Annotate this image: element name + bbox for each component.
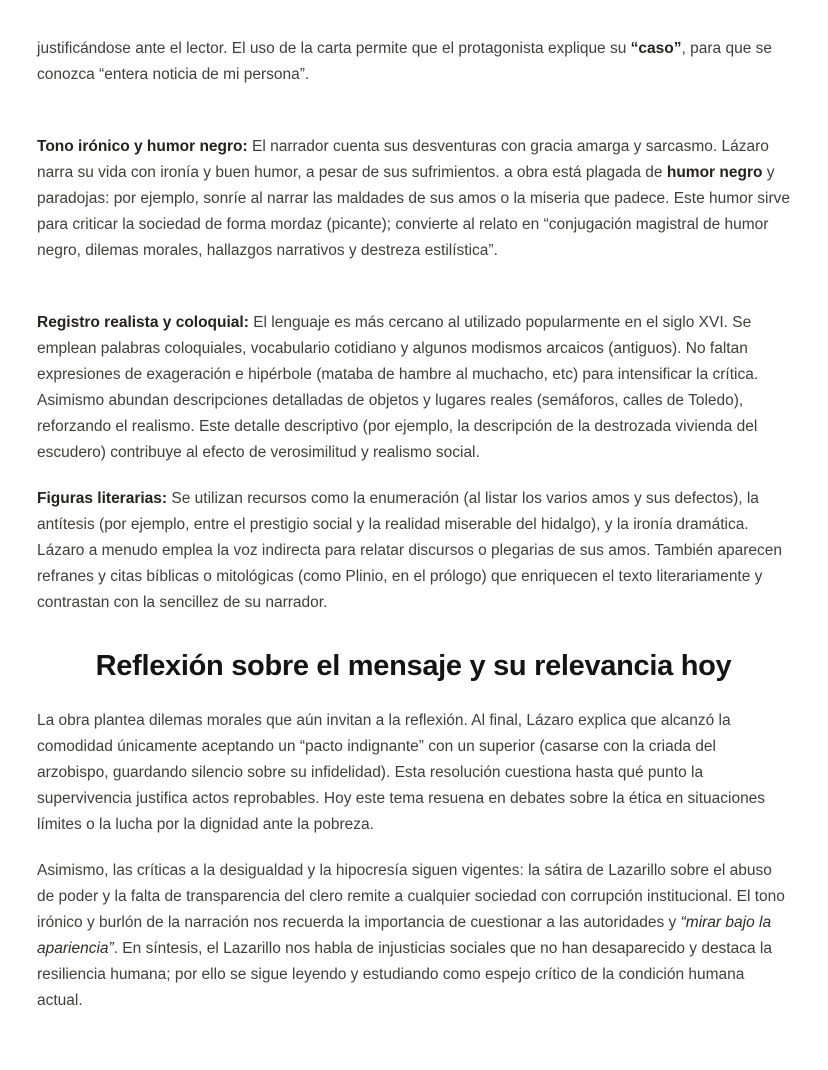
paragraph-figuras-literarias	[37, 486, 790, 616]
paragraph-registro-realista	[37, 310, 790, 466]
text-run: El narrador cuenta sus desventuras con gracia amarga y sarcasmo. Lázaro narra su vida con ironía y buen humor, a pesar de sus sufrimientos. a obra está plagada de	[37, 138, 769, 181]
paragraph-tono-ironico	[37, 134, 790, 264]
text-run: La obra plantea dilemas morales que aún invitan a la reflexión. Al final, Lázaro explica que alcanzó la comodidad únicamente aceptando un “pacto indignante” con un superior (casarse con la criada del arzobispo, guardando silencio sobre su infidelidad). Esta resolución cuestiona hasta qué punto la supervivencia justifica actos reprobables. Hoy este tema resuena en debates sobre la ética en situaciones límites o la lucha por la dignidad ante la pobreza.	[37, 712, 766, 833]
text-run: , para que se conozca “entera noticia de mi persona”.	[37, 40, 772, 83]
text-run: y paradojas: por ejemplo, sonríe al narrar las maldades de sus amos o la miseria que padece. Este humor sirve para criticar la sociedad de forma mordaz (picante); convierte al relato en “conjugación magistral de humor negro, dilemas morales, hallazgos narrativos y destreza estilística”.	[37, 164, 790, 259]
italic-text-run: “mirar bajo la apariencia”	[37, 914, 772, 957]
text-run: justificándose ante el lector. El uso de la carta permite que el protagonista explique su	[37, 40, 631, 57]
paragraph-criticas-vigentes	[37, 858, 790, 1014]
text-run: Se utilizan recursos como la enumeración (al listar los varios amos y sus defectos), la antítesis (por ejemplo, entre el prestigio social y la realidad miserable del hidalgo), y la ironía dramática. Lázaro a menudo emplea la voz indirecta para relatar discursos o plegarias de sus amos. También aparecen refranes y citas bíblicas o mitológicas (como Plinio, en el prólogo) que enriquecen el texto literariamente y contrastan con la sencillez de su narrador.	[37, 490, 782, 611]
bold-text-run: “caso”	[630, 40, 682, 57]
paragraph-intro-continuation	[37, 36, 790, 88]
bold-text-run: Registro realista y coloquial:	[37, 314, 249, 331]
text-run: . En síntesis, el Lazarillo nos habla de injusticias sociales que no han desaparecido y destaca la resiliencia humana; por ello se sigue leyendo y estudiando como espejo crítico de la condición humana actual.	[37, 940, 772, 1009]
paragraph-reflexion-moral	[37, 708, 790, 838]
text-run: Asimismo, las críticas a la desigualdad y la hipocresía siguen vigentes: la sátira de Lazarillo sobre el abuso de poder y la falta de transparencia del clero remite a cualquier sociedad con corrupción institucional. El tono irónico y burlón de la narración nos recuerda la importancia de cuestionar a las autoridades y	[37, 862, 785, 931]
section-heading: Reflexión sobre el mensaje y su relevancia hoy	[95, 650, 732, 682]
bold-text-run: humor negro	[666, 164, 763, 181]
text-run: El lenguaje es más cercano al utilizado popularmente en el siglo XVI. Se emplean palabras coloquiales, vocabulario cotidiano y algunos modismos arcaicos (antiguos). No faltan expresiones de exageración e hipérbole (mataba de hambre al muchacho, etc) para intensificar la crítica. Asimismo abundan descripciones detalladas de objetos y lugares reales (semáforos, calles de Toledo), reforzando el realismo. Este detalle descriptivo (por ejemplo, la descripción de la destrozada vivienda del escudero) contribuye al efecto de verosimilitud y realismo social.	[37, 314, 759, 461]
bold-text-run: Tono irónico y humor negro:	[37, 138, 248, 155]
bold-text-run: Figuras literarias:	[37, 490, 168, 507]
